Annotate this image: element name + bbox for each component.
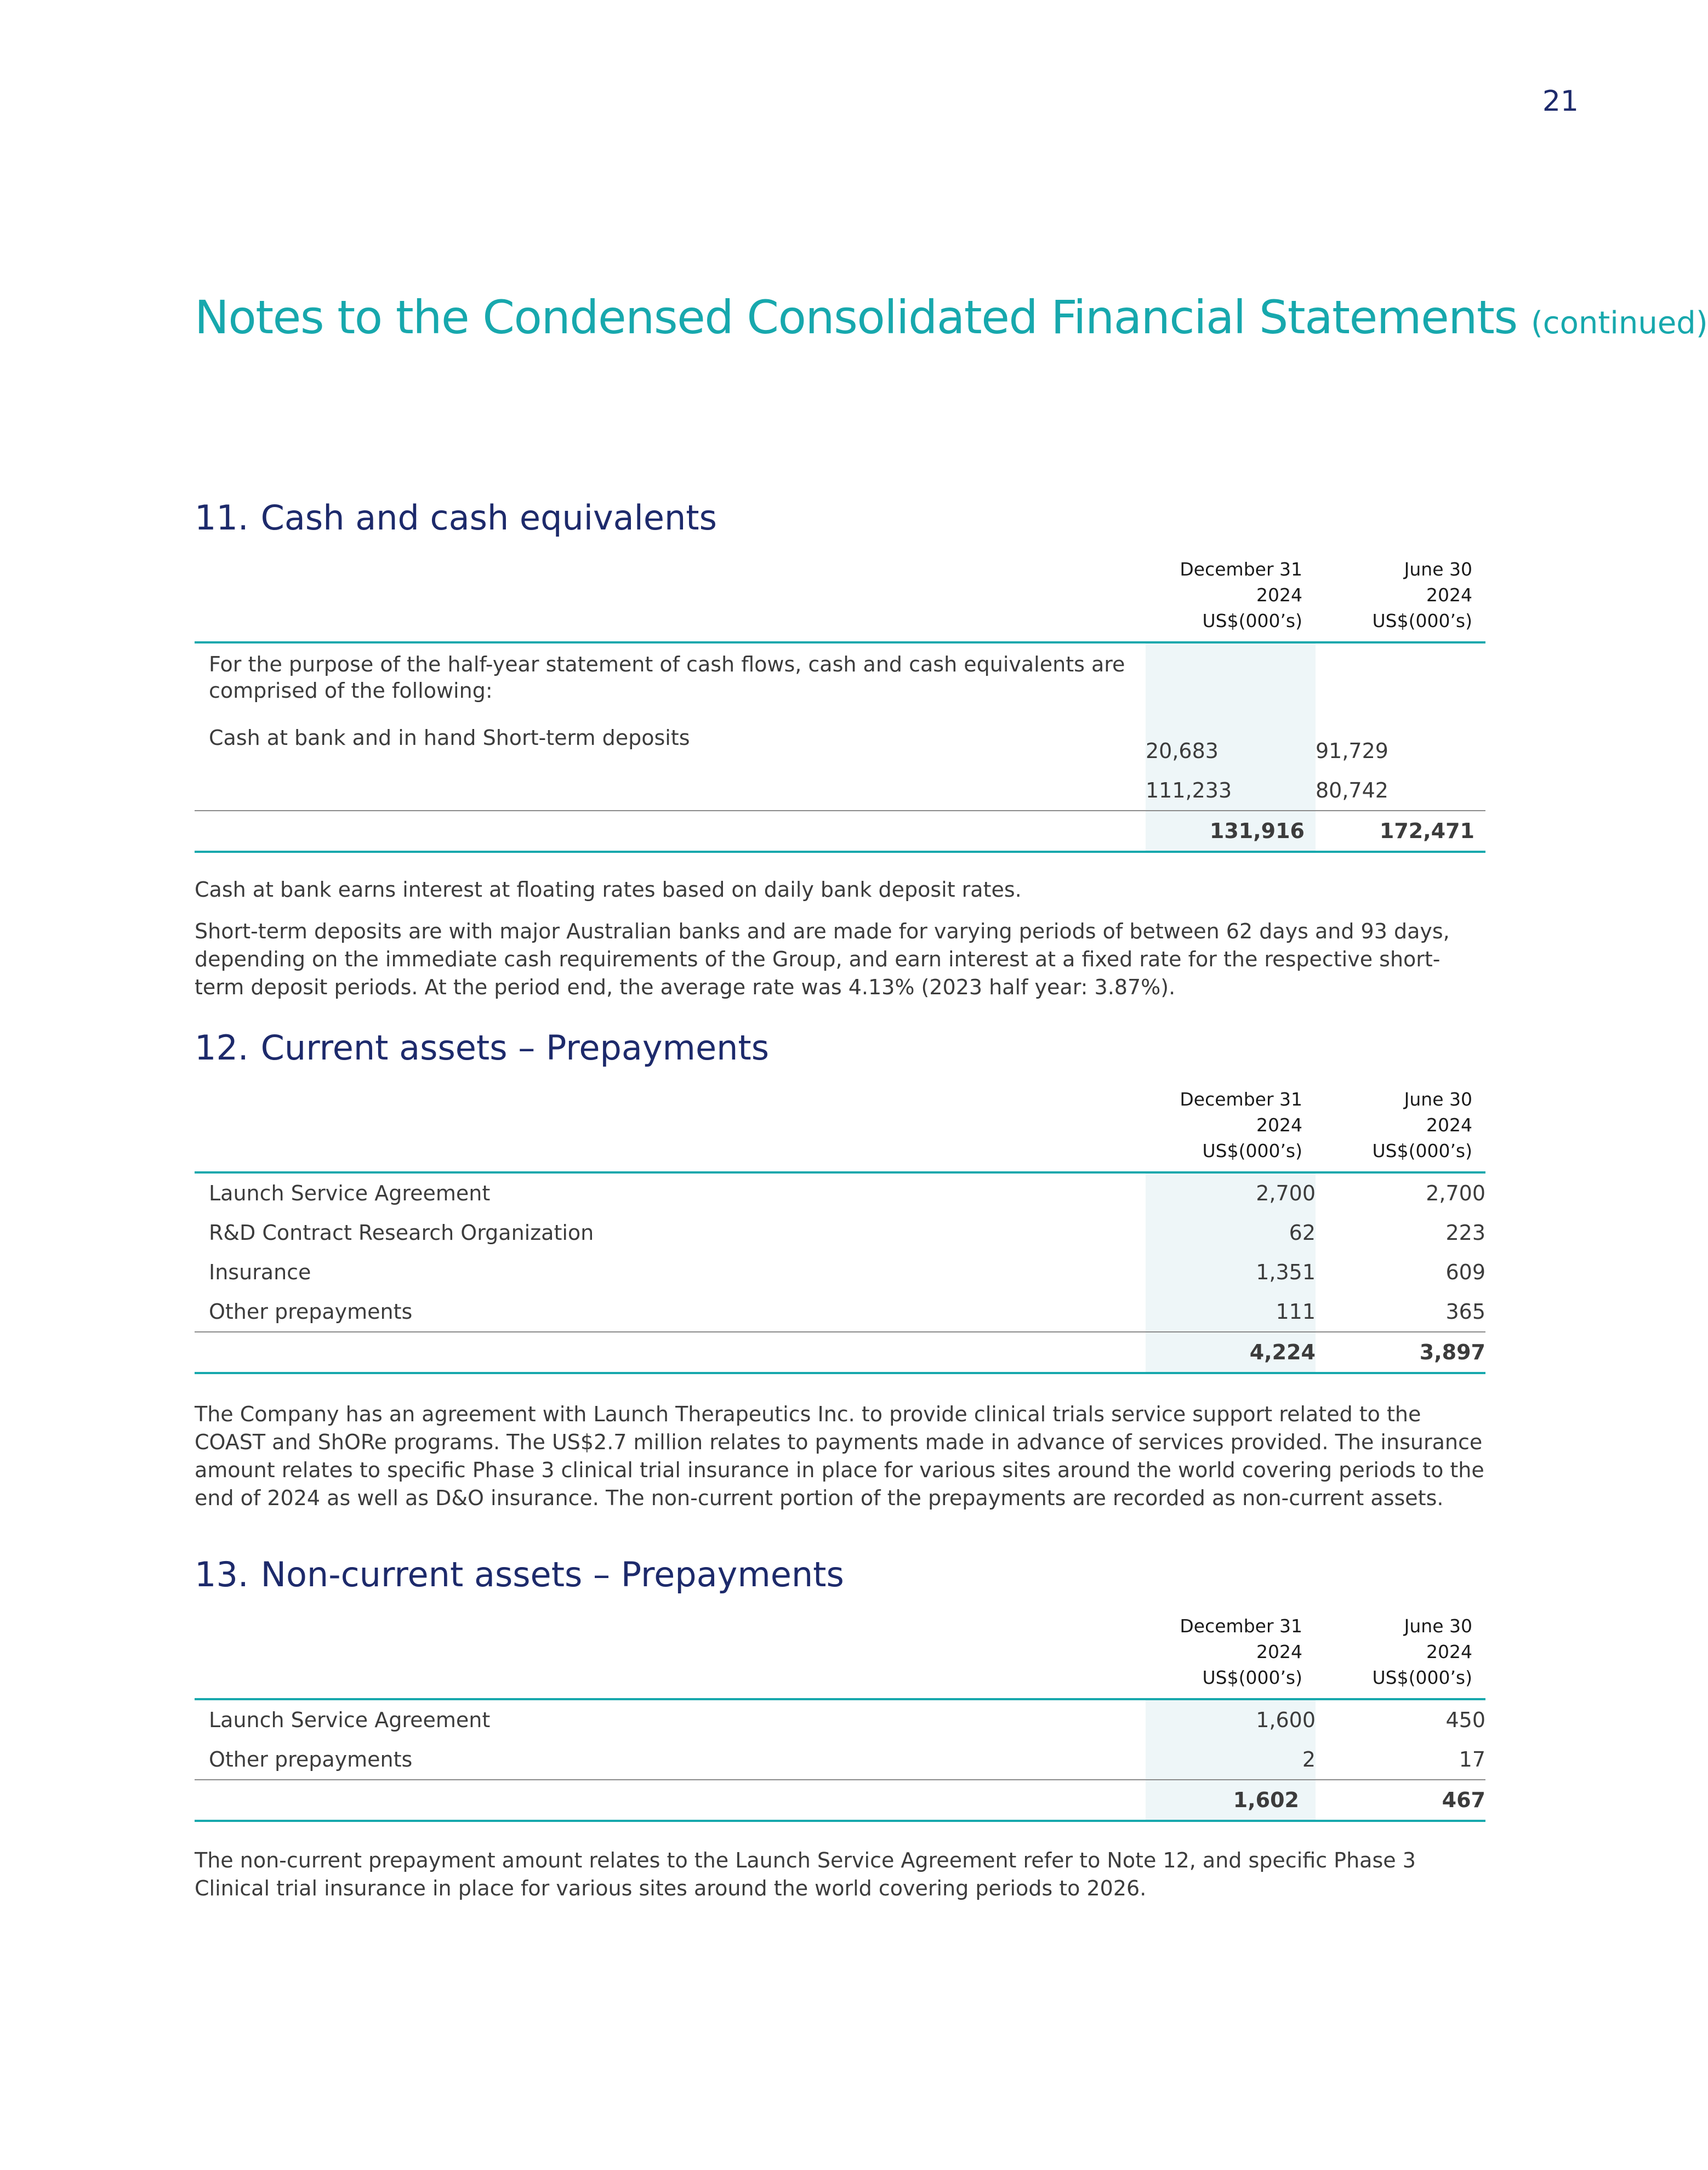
header-line: June 30 bbox=[1404, 559, 1472, 580]
empty-cell bbox=[1146, 642, 1316, 721]
header-line: 2024 bbox=[1256, 1641, 1302, 1662]
total-label-cell bbox=[195, 1780, 1146, 1821]
header-line: 2024 bbox=[1426, 1641, 1472, 1662]
note-12-paragraph: The Company has an agreement with Launch Therapeutics Inc. to provide clinical trials service support related to the COAST and ShORe programs. The US$2.7 million relates to payments made in advance of services provided. The insurance amount relates to specific Phase 3 clinical trial insurance in place for various sites around the world covering periods to the end of 2024 as well as D&O insurance. The non-current portion of the prepayments are recorded as non-current assets. bbox=[195, 1402, 1484, 1510]
header-jun-2024 bbox=[1316, 556, 1485, 642]
header-label-cell bbox=[195, 1086, 1146, 1172]
header-line: 2024 bbox=[1426, 584, 1472, 606]
note-11-section bbox=[195, 496, 1485, 1001]
table-row bbox=[195, 1740, 1485, 1780]
table-row bbox=[195, 1292, 1485, 1332]
header-label-cell bbox=[195, 1613, 1146, 1699]
row-label: Launch Service Agreement bbox=[209, 1181, 491, 1205]
value-dec: 1,600 bbox=[1146, 1699, 1316, 1740]
page-title bbox=[195, 291, 1708, 344]
header-jun-2024 bbox=[1316, 1086, 1485, 1172]
table-row bbox=[195, 1699, 1485, 1740]
total-label-cell bbox=[195, 1332, 1146, 1373]
note-12-heading bbox=[195, 1026, 1485, 1086]
header-line: US$(000’s) bbox=[1372, 610, 1472, 631]
note-13-paragraph: The non-current prepayment amount relates to the Launch Service Agreement refer to Note 12, and specific Phase 3 Clinical trial insurance in place for various sites around the world covering periods to 2026. bbox=[195, 1848, 1416, 1900]
value-jun: 2,700 bbox=[1426, 1181, 1485, 1205]
value-dec: 111 bbox=[1146, 1292, 1316, 1332]
header-line: US$(000’s) bbox=[1372, 1667, 1472, 1688]
header-line: US$(000’s) bbox=[1202, 610, 1302, 631]
total-row bbox=[195, 1332, 1485, 1373]
total-label-cell bbox=[195, 811, 1146, 852]
non-current-prepayments-table bbox=[195, 1613, 1485, 1822]
table-header-row bbox=[195, 1613, 1485, 1699]
note-number: 11. bbox=[195, 498, 249, 538]
total-dec: 4,224 bbox=[1146, 1332, 1316, 1373]
row-label: R&D Contract Research Organization bbox=[209, 1221, 594, 1245]
header-line: US$(000’s) bbox=[1202, 1667, 1302, 1688]
header-dec-2024 bbox=[1146, 1613, 1316, 1699]
table-row bbox=[195, 642, 1485, 721]
value-jun: 17 bbox=[1459, 1747, 1485, 1772]
total-jun: 172,471 bbox=[1316, 811, 1485, 852]
note-11-paragraph-1: Cash at bank earns interest at floating rates based on daily bank deposit rates. bbox=[195, 878, 1022, 902]
total-jun: 3,897 bbox=[1316, 1332, 1485, 1373]
header-dec-2024 bbox=[1146, 1086, 1316, 1172]
value-dec: 1,351 bbox=[1146, 1252, 1316, 1292]
row-label: Other prepayments bbox=[209, 1300, 413, 1324]
header-line: December 31 bbox=[1180, 559, 1302, 580]
short-term-deposits-jun: 80,742 bbox=[1316, 778, 1388, 802]
header-line: June 30 bbox=[1404, 1089, 1472, 1110]
header-line: 2024 bbox=[1426, 1114, 1472, 1136]
total-jun: 467 bbox=[1316, 1780, 1485, 1821]
note-12-section bbox=[195, 1026, 1485, 1512]
cash-at-bank-jun: 91,729 bbox=[1316, 739, 1388, 763]
current-prepayments-table bbox=[195, 1086, 1485, 1374]
table-row bbox=[195, 1172, 1485, 1213]
value-dec: 2 bbox=[1146, 1740, 1316, 1780]
note-11-paragraph-2: Short-term deposits are with major Australian banks and are made for varying periods of between 62 days and 93 days, depending on the immediate cash requirements of the Group, and earn interest at a fixed rate for the respective short-term deposit periods. At the period end, the average rate was 4.13% (2023 half year: 3.87%). bbox=[195, 919, 1450, 999]
header-line: 2024 bbox=[1256, 1114, 1302, 1136]
header-line: US$(000’s) bbox=[1202, 1140, 1302, 1161]
row-label: Cash at bank and in hand Short-term deposits bbox=[209, 726, 690, 750]
table-header-row bbox=[195, 1086, 1485, 1172]
table-row bbox=[195, 1252, 1485, 1292]
value-jun: 609 bbox=[1445, 1260, 1485, 1284]
page-title-suffix: (continued) bbox=[1530, 305, 1708, 341]
page-number: 21 bbox=[1542, 85, 1579, 118]
note-13-heading bbox=[195, 1553, 1485, 1613]
header-line: December 31 bbox=[1180, 1615, 1302, 1637]
value-jun: 450 bbox=[1445, 1708, 1485, 1732]
note-number: 13. bbox=[195, 1554, 249, 1594]
table-row bbox=[195, 721, 1485, 771]
empty-cell bbox=[1316, 642, 1485, 721]
header-line: December 31 bbox=[1180, 1089, 1302, 1110]
header-dec-2024 bbox=[1146, 556, 1316, 642]
value-dec: 62 bbox=[1146, 1213, 1316, 1252]
total-row bbox=[195, 1780, 1485, 1821]
note-title: Non-current assets – Prepayments bbox=[260, 1554, 844, 1594]
row-label: Insurance bbox=[209, 1260, 311, 1284]
table-row bbox=[195, 1213, 1485, 1252]
total-dec: 131,916 bbox=[1146, 811, 1316, 852]
total-row bbox=[195, 811, 1485, 852]
value-jun: 223 bbox=[1445, 1221, 1485, 1245]
header-line: 2024 bbox=[1256, 584, 1302, 606]
cash-at-bank-dec: 20,683 bbox=[1146, 721, 1316, 771]
short-term-deposits-dec: 111,233 bbox=[1146, 771, 1316, 811]
total-dec: 1,602 bbox=[1146, 1780, 1316, 1821]
note-number: 12. bbox=[195, 1028, 249, 1068]
note-11-heading bbox=[195, 496, 1485, 556]
intro-text: For the purpose of the half-year statement of cash flows, cash and cash equivalents are comprised of the following: bbox=[209, 652, 1125, 703]
header-line: US$(000’s) bbox=[1372, 1140, 1472, 1161]
value-jun: 365 bbox=[1445, 1300, 1485, 1324]
note-13-section bbox=[195, 1553, 1485, 1903]
page-title-main: Notes to the Condensed Consolidated Financial Statements bbox=[195, 291, 1517, 344]
note-title: Current assets – Prepayments bbox=[260, 1028, 770, 1068]
header-line: June 30 bbox=[1404, 1615, 1472, 1637]
table-header-row bbox=[195, 556, 1485, 642]
header-jun-2024 bbox=[1316, 1613, 1485, 1699]
note-title: Cash and cash equivalents bbox=[260, 498, 717, 538]
row-label: Other prepayments bbox=[209, 1747, 413, 1772]
row-label: Launch Service Agreement bbox=[209, 1708, 491, 1732]
header-label-cell bbox=[195, 556, 1146, 642]
value-dec: 2,700 bbox=[1146, 1172, 1316, 1213]
cash-table bbox=[195, 556, 1485, 853]
